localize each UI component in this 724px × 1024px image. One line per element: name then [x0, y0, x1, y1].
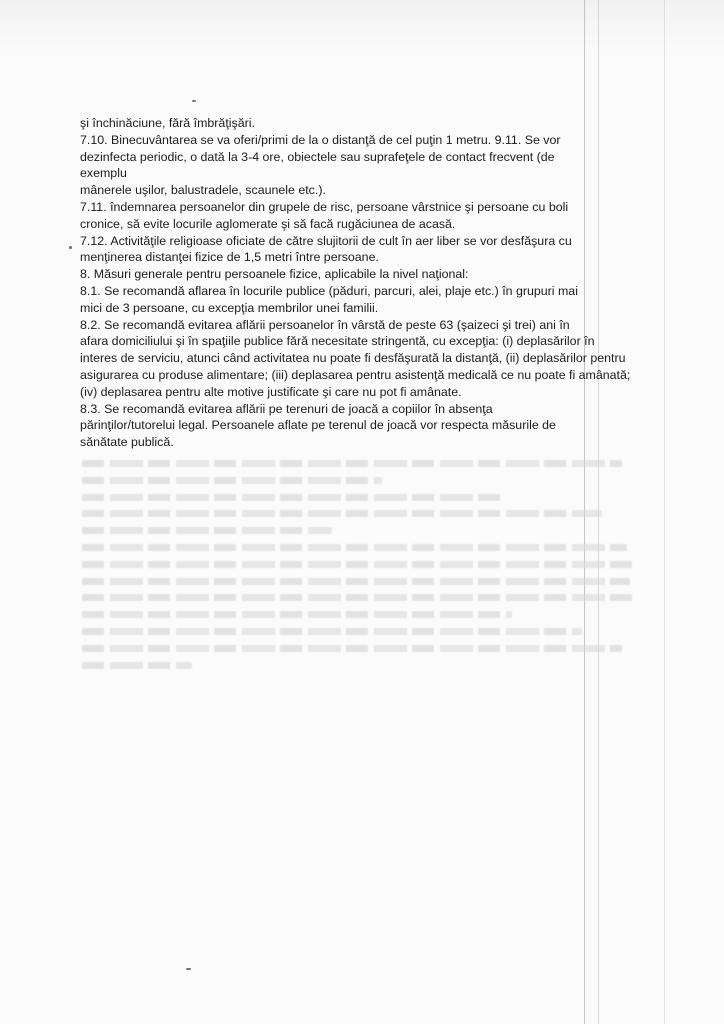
text-line: şi închinăciune, fără îmbrăţişări. — [80, 116, 255, 130]
document-body — [80, 115, 670, 451]
scan-speck — [192, 100, 196, 102]
text-line: 8.3. Se recomandă evitarea aflării pe terenuri de joacă a copiilor în absenţa — [80, 401, 493, 416]
text-line: cronice, să evite locurile aglomerate şi să facă rugăciunea de acasă. — [80, 216, 456, 231]
text-line: 7.12. Activităţile religioase oficiate de către slujitorii de cult în aer liber se vor desfăşura cu — [80, 233, 572, 248]
text-line: asigurarea cu produse alimentare; (iii) deplasarea pentru asistenţă medicală ce nu poate fi amânată; — [80, 367, 631, 382]
text-line: exemplu — [80, 166, 127, 181]
text-line: părinţilor/tutorelui legal. Persoanele aflate pe terenul de joacă vor respecta măsurile de — [80, 418, 556, 433]
scan-speck — [186, 968, 191, 970]
text-line: afara domiciliului şi în spaţiile publice fără necesitate stringentă, cu excepţia: (i) deplasărilor în — [80, 334, 595, 349]
scan-speck — [69, 246, 72, 249]
text-line: 8. Măsuri generale pentru persoanele fizice, aplicabile la nivel naţional: — [80, 267, 469, 282]
text-line: sănătate publică. — [80, 435, 174, 450]
text-line: 8.2. Se recomandă evitarea aflării persoanelor în vârstă de peste 63 (şaizeci şi trei) ani în — [80, 317, 570, 332]
text-line: 8.1. Se recomandă aflarea în locurile publice (păduri, parcuri, alei, plaje etc.) în grupuri mai — [80, 283, 578, 298]
text-line: dezinfecta periodic, o dată la 3-4 ore, obiectele sau suprafeţele de contact frecvent (de — [80, 149, 555, 164]
text-line: interes de serviciu, atunci când activitatea nu poate fi desfăşurată la distanţă, (ii) deplasărilor pentru — [80, 351, 626, 366]
text-line: (iv) deplasarea pentru alte motive justificate şi care nu pot fi amânate. — [80, 384, 462, 399]
reverse-side-bleedthrough — [82, 460, 642, 678]
text-line: 7.11. îndemnarea persoanelor din grupele de risc, persoane vârstnice şi persoane cu boli — [80, 199, 569, 214]
scan-top-shadow — [0, 0, 724, 60]
text-line: mici de 3 persoane, cu excepţia membrilor unei familii. — [80, 300, 379, 315]
text-line: menţinerea distanţei fizice de 1,5 metri între persoane. — [80, 250, 379, 265]
text-line: mânerele uşilor, balustradele, scaunele etc.). — [80, 183, 326, 198]
text-line: 7.10. Binecuvântarea se va oferi/primi de la o distanţă de cel puţin 1 metru. 9.11. Se vor — [80, 132, 561, 147]
